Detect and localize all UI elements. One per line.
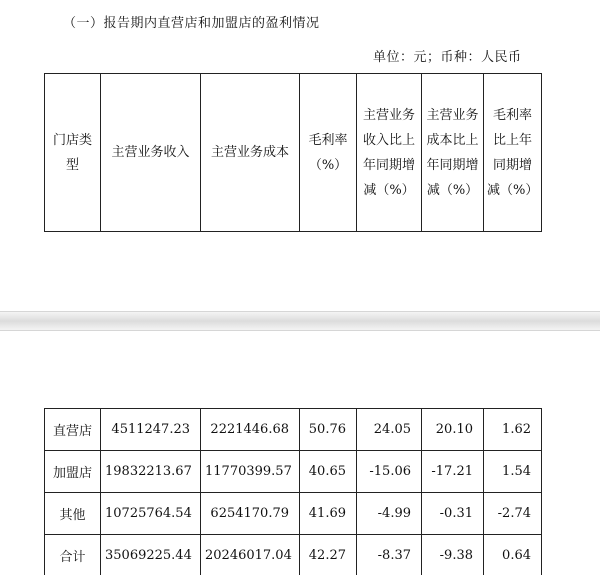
profit-table-header xyxy=(44,73,542,232)
cell-gross-margin: 42.27 xyxy=(300,535,357,575)
cell-cost: 6254170.79 xyxy=(201,493,300,535)
cell-cost-change: -9.38 xyxy=(422,535,484,575)
table-row xyxy=(45,493,542,535)
col-header-store-type: 门店类型 xyxy=(45,74,101,232)
table-row-total xyxy=(45,535,542,575)
cell-revenue: 19832213.67 xyxy=(101,451,201,493)
cell-store-type: 合计 xyxy=(45,535,101,575)
cell-cost-change: 20.10 xyxy=(422,409,484,451)
cell-store-type: 其他 xyxy=(45,493,101,535)
col-header-cost-change: 主营业务成本比上年同期增减（%） xyxy=(422,74,484,232)
cell-cost: 11770399.57 xyxy=(201,451,300,493)
cell-margin-change: 1.54 xyxy=(484,451,542,493)
col-header-gross-margin: 毛利率（%） xyxy=(300,74,357,232)
cell-margin-change: -2.74 xyxy=(484,493,542,535)
cell-revenue-change: -4.99 xyxy=(357,493,422,535)
cell-gross-margin: 41.69 xyxy=(300,493,357,535)
cell-cost: 20246017.04 xyxy=(201,535,300,575)
cell-revenue-change: -8.37 xyxy=(357,535,422,575)
col-header-revenue-change: 主营业务收入比上年同期增减（%） xyxy=(357,74,422,232)
cell-margin-change: 1.62 xyxy=(484,409,542,451)
cell-store-type: 直营店 xyxy=(45,409,101,451)
cell-store-type: 加盟店 xyxy=(45,451,101,493)
cell-revenue: 4511247.23 xyxy=(101,409,201,451)
cell-revenue: 35069225.44 xyxy=(101,535,201,575)
col-header-margin-change: 毛利率比上年同期增减（%） xyxy=(484,74,542,232)
cell-revenue: 10725764.54 xyxy=(101,493,201,535)
table-row xyxy=(45,451,542,493)
cell-margin-change: 0.64 xyxy=(484,535,542,575)
unit-line: 单位：元；币种：人民币 xyxy=(373,50,522,65)
cell-revenue-change: 24.05 xyxy=(357,409,422,451)
col-header-cost: 主营业务成本 xyxy=(201,74,300,232)
cell-cost-change: -0.31 xyxy=(422,493,484,535)
page-break xyxy=(0,311,600,331)
section-title: （一）报告期内直营店和加盟店的盈利情况 xyxy=(63,16,320,31)
cell-gross-margin: 40.65 xyxy=(300,451,357,493)
cell-cost-change: -17.21 xyxy=(422,451,484,493)
cell-gross-margin: 50.76 xyxy=(300,409,357,451)
table-row xyxy=(45,409,542,451)
col-header-revenue: 主营业务收入 xyxy=(101,74,201,232)
cell-revenue-change: -15.06 xyxy=(357,451,422,493)
table-header-row xyxy=(45,74,542,232)
cell-cost: 2221446.68 xyxy=(201,409,300,451)
profit-table-body xyxy=(44,408,542,575)
